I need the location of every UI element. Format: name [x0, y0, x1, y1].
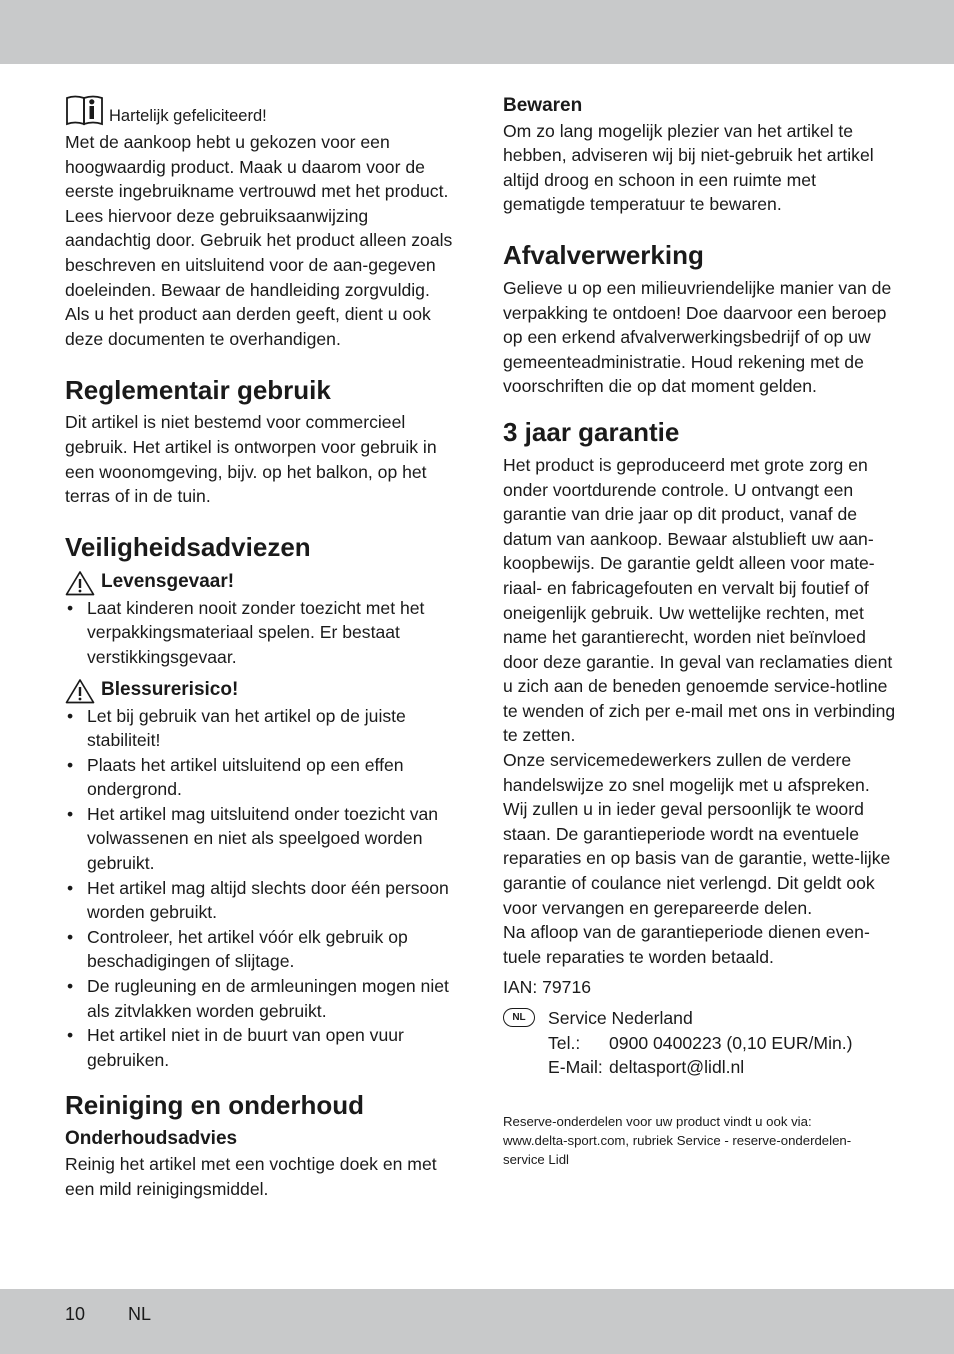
use-heading: Reglementair gebruik	[65, 375, 331, 406]
left-column	[65, 94, 455, 1201]
warning-triangle-icon	[65, 570, 95, 596]
intro-heading	[65, 94, 455, 126]
service-details	[548, 1006, 853, 1080]
cleaning-heading: Reiniging en onderhoud	[65, 1090, 364, 1121]
warning-title: Blessurerisico!	[101, 679, 239, 701]
warning-title: Levensgevaar!	[101, 571, 235, 593]
list-item: • Laat kinderen nooit zonder toezicht met het verpakkingsmateriaal spelen. Er bestaat verstikkingsgevaar.	[65, 596, 455, 670]
warranty-text: Het product is geproduceerd met grote zorg en onder voortdurende controle. U ontvangt een garantie van drie jaar op dit product, vanaf de datum van aankoop. Bewaar alstublieft uw aan-koopbewijs. De garantie geldt alleen voor mate-riaal- en fabricagefouten en vervalt bij foutief of oneigenlijk gebruik. Uw wettelijke rechten, met name het garantierecht, worden niet beïnvloed door deze garantie. In geval van reclamaties dient u zich aan de beneden genoemde service-hotline te wenden of zich per e-mail met ons in verbinding te zetten.	[503, 454, 896, 746]
warranty-heading: 3 jaar garantie	[503, 416, 680, 447]
warranty-text: Onze servicemedewerkers zullen de verdere handelswijze zo snel mogelijk met u afspreken. Wij zullen u in ieder geval persoonlijk te woord staan. De garantieperiode wordt na eventuele reparaties en op basis van de garantie, wette-lijke garantie of coulance niet verlengd. Dit geldt ook voor vervangen en gerepareerde delen.	[503, 750, 891, 918]
storage-subheading: Bewaren	[503, 95, 583, 116]
right-column	[503, 94, 898, 1169]
list-item: • Het artikel niet in de buurt van open vuur gebruiken.	[65, 1023, 455, 1072]
safety-heading: Veiligheidsadviezen	[65, 531, 311, 562]
disposal-heading: Afvalverwerking	[503, 239, 704, 270]
list-item: • Het artikel mag altijd slechts door één persoon worden gebruikt.	[65, 876, 455, 925]
intro-text: Met de aankoop hebt u gekozen voor een hoogwaardig product. Maak u daarom voor de eerste ingebruikname vertrouwd met het product. Lees hiervoor deze gebruiksaanwijzing aandachtig door. Gebruik het product alleen zoals beschreven en uitsluitend voor de aan-gegeven doeleinden. Bewaar de handleiding zorgvuldig. Als u het product aan derden geeft, dient u ook deze documenten te overhandigen.	[65, 132, 453, 349]
intro-title: Hartelijk gefeliciteerd!	[109, 107, 267, 125]
warning-injury-risk	[65, 678, 455, 704]
country-badge: NL	[503, 1008, 535, 1027]
maintenance-subheading: Onderhoudsadvies	[65, 1128, 238, 1150]
ian-number: IAN: 79716	[503, 977, 592, 998]
list-item: • Plaats het artikel uitsluitend op een effen ondergrond.	[65, 753, 455, 802]
language-code: NL	[128, 1304, 152, 1324]
page-number: 10	[65, 1304, 86, 1324]
phone-number: 0900 0400223 (0,10 EUR/Min.)	[609, 1032, 853, 1053]
disposal-text: Gelieve u op een milieuvriendelijke manier van de verpakking te ontdoen! Doe daarvoor een beroep op een erkend afvalverwerkingsbedrijf of op uw gemeenteadministratie. Houd rekening met de voorschriften die op dat moment gelden.	[503, 277, 892, 397]
email-address: deltasport@lidl.nl	[609, 1057, 745, 1078]
service-contact	[503, 1006, 898, 1080]
list-item: • Het artikel mag uitsluitend onder toezicht van volwassenen en niet als speelgoed worden gebruikt.	[65, 802, 455, 876]
warning-triangle-icon	[65, 678, 95, 704]
manual-info-icon	[65, 94, 105, 126]
list-item: • Let bij gebruik van het artikel op de juiste stabiliteit!	[65, 704, 455, 753]
phone-label: Tel.:	[548, 1032, 581, 1053]
header-bar	[0, 0, 954, 64]
phone-row	[548, 1031, 853, 1056]
maintenance-text: Reinig het artikel met een vochtige doek en met een mild reinigingsmiddel.	[65, 1154, 437, 1199]
warning-life-list	[65, 596, 455, 670]
warning-life-danger	[65, 570, 455, 596]
use-text: Dit artikel is niet bestemd voor commercieel gebruik. Het artikel is ontworpen voor gebruik in een woonomgeving, bijv. op het balkon, op het terras of in de tuin.	[65, 412, 437, 507]
warranty-text: Na afloop van de garantieperiode dienen even-tuele reparaties te worden betaald.	[503, 922, 870, 967]
email-label: E-Mail:	[548, 1057, 603, 1078]
email-row	[548, 1055, 853, 1080]
list-item: • De rugleuning en de armleuningen mogen niet als zitvlakken worden gebruikt.	[65, 974, 455, 1023]
spare-parts-note: Reserve-onderdelen voor uw product vindt u ook via: www.delta-sport.com, rubriek Service - reserve-onderdelen-service Lidl	[503, 1113, 852, 1167]
storage-text: Om zo lang mogelijk plezier van het artikel te hebben, adviseren wij bij niet-gebruik het artikel altijd droog en schoon in een ruimte met gematigde temperatuur te bewaren.	[503, 120, 874, 215]
service-title: Service Nederland	[548, 1008, 693, 1028]
warning-injury-list	[65, 704, 455, 1073]
list-item: • Controleer, het artikel vóór elk gebruik op beschadigingen of slijtage.	[65, 925, 455, 974]
